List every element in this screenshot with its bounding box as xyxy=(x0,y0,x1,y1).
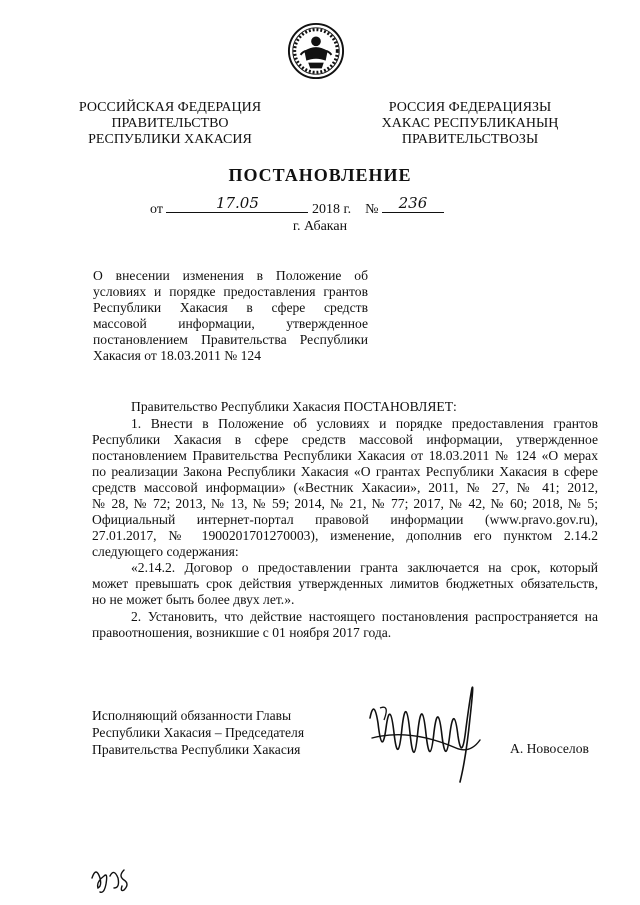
subject-line: массовой информации, утвержденное xyxy=(93,316,368,331)
paragraph-line: правоотношения, возникшие с 01 ноября 2017 года. xyxy=(92,625,392,640)
quoted-clause xyxy=(92,560,598,608)
paragraph-line: Республики Хакасия в сфере средств массовой информации, утвержденное xyxy=(92,432,598,447)
handwritten-number: 236 xyxy=(398,194,428,212)
paragraph-item-1 xyxy=(92,416,598,560)
date-year: 2018 г. xyxy=(311,202,352,217)
paragraph-item-2 xyxy=(92,609,598,641)
paragraph-line: № 28, № 72; 2013, № 13, № 59; 2014, № 21, № 77; 2017, № 42, № 60; 2018, № 5; xyxy=(92,496,598,511)
paragraph-line: может превышать срок действия утвержденных лимитов бюджетных обязательств, xyxy=(92,576,598,591)
paragraph-line: постановлением Правительства Республики Хакасия от 18.03.2011 № 124 «О мерах xyxy=(92,448,598,463)
resolution-intro: Правительство Республики Хакасия ПОСТАНОВЛЯЕТ: xyxy=(131,399,457,414)
header-right-line: РОССИЯ ФЕДЕРАЦИЯЗЫ xyxy=(388,100,552,115)
document-subject xyxy=(93,268,368,364)
header-left-line: ПРАВИТЕЛЬСТВО xyxy=(111,116,229,131)
number-sign: № xyxy=(365,202,379,217)
number-field xyxy=(382,194,444,213)
paragraph-line: Официальный интернет-портал правовой информации (www.pravo.gov.ru), xyxy=(92,512,598,527)
handwritten-initials xyxy=(88,862,148,896)
paragraph-line: по реализации Закона Республики Хакасия «О грантах Республики Хакасия в сфере xyxy=(92,464,598,479)
date-field xyxy=(166,194,308,213)
paragraph-line: 27.01.2017, № 1900201701270003), изменение, дополнив его пунктом 2.14.2 xyxy=(92,528,598,543)
subject-line: условиях и порядке предоставления грантов xyxy=(93,284,368,299)
paragraph-line: «2.14.2. Договор о предоставлении гранта заключается на срок, который xyxy=(131,560,598,575)
subject-line: О внесении изменения в Положение об xyxy=(93,268,368,283)
position-line: Исполняющий обязанности Главы xyxy=(92,708,292,723)
paragraph-line: но не может быть более двух лет.». xyxy=(92,592,295,607)
header-left-line: РЕСПУБЛИКИ ХАКАСИЯ xyxy=(88,132,252,147)
document-title: ПОСТАНОВЛЕНИЕ xyxy=(228,165,412,185)
paragraph-line: 1. Внести в Положение об условиях и порядке предоставления грантов xyxy=(131,416,598,431)
coat-of-arms-emblem-icon xyxy=(287,22,345,80)
paragraph-line: средств массовой информации» («Вестник Хакасии», 2011, № 27, № 41; 2012, xyxy=(92,480,598,495)
handwritten-date: 17.05 xyxy=(215,194,259,212)
header-right-line: ХАКАС РЕСПУБЛИКАНЫҢ xyxy=(381,116,559,131)
paragraph-line: 2. Установить, что действие настоящего постановления распространяется на xyxy=(131,609,598,624)
subject-line: постановлением Правительства Республики xyxy=(93,332,368,347)
subject-line: Хакасия от 18.03.2011 № 124 xyxy=(93,348,262,363)
date-prefix: от xyxy=(150,202,163,217)
paragraph-line: следующего содержания: xyxy=(92,544,239,559)
header-left xyxy=(70,100,270,148)
position-line: Правительства Республики Хакасия xyxy=(92,742,301,757)
position-line: Республики Хакасия – Председателя xyxy=(92,725,305,740)
handwritten-signature xyxy=(360,678,505,788)
signatory-position xyxy=(92,707,352,758)
date-number-line xyxy=(150,194,480,218)
header-right-line: ПРАВИТЕЛЬСТВОЗЫ xyxy=(401,132,539,147)
header-left-line: РОССИЙСКАЯ ФЕДЕРАЦИЯ xyxy=(78,100,262,115)
signer-name: А. Новоселов xyxy=(510,741,589,756)
subject-line: Республики Хакасия в сфере средств xyxy=(93,300,368,315)
header-right xyxy=(355,100,585,148)
city: г. Абакан xyxy=(292,219,348,234)
